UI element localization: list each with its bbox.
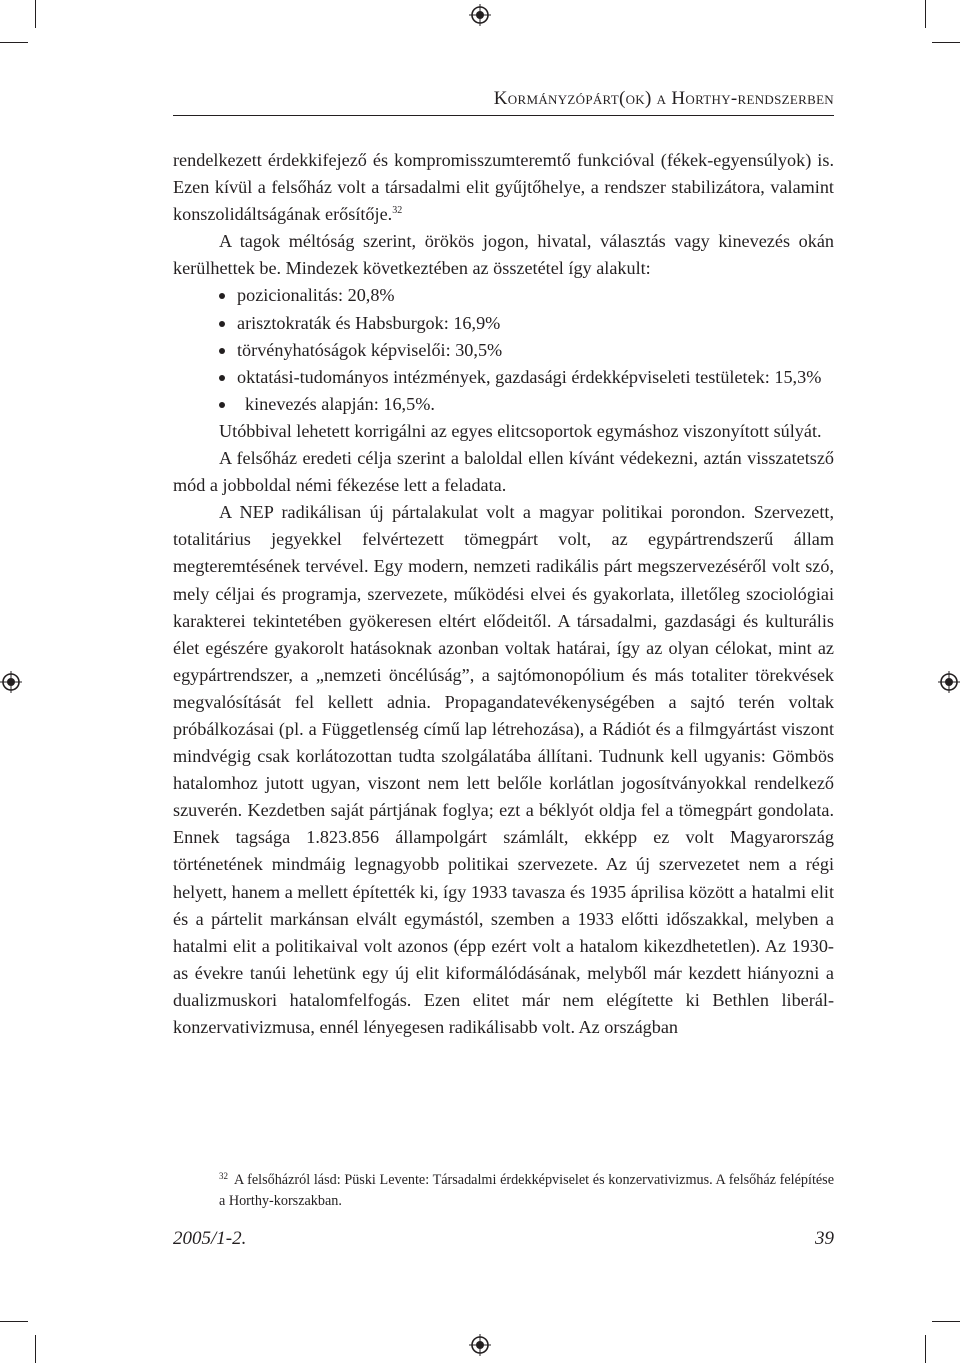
crop-mark-top-right-h xyxy=(932,42,960,43)
registration-mark-left-icon xyxy=(0,671,22,693)
running-head-rule xyxy=(173,115,834,116)
footnote-text: A felsőházról lásd: Püski Levente: Társadalmi érdekképviselet és konzervativizmus. A felsőház felépítése a Horthy-korszakban. xyxy=(219,1172,834,1209)
list-item: arisztokraták és Habsburgok: 16,9% xyxy=(173,310,834,337)
bullet-icon xyxy=(219,402,225,408)
list-item: pozicionalitás: 20,8% xyxy=(173,282,834,309)
crop-mark-top-right-v xyxy=(925,0,926,28)
list-item: oktatási-tudományos intézmények, gazdasági érdekképviseleti testületek: 15,3% xyxy=(173,364,834,391)
paragraph: Utóbbival lehetett korrigálni az egyes elitcsoportok egymáshoz viszonyított súlyát. xyxy=(219,420,822,441)
registration-mark-top-icon xyxy=(469,4,491,26)
footnote-mark: 32 xyxy=(219,1171,228,1181)
footnote xyxy=(219,1170,834,1211)
bullet-icon xyxy=(219,375,225,381)
paragraph: A tagok méltóság szerint, örökös jogon, hivatal, választás vagy kinevezés okán kerülhettek be. Mindezek következtében az összetétel így alakult: xyxy=(173,231,834,279)
body-text xyxy=(173,147,834,1041)
bullet-icon xyxy=(219,321,225,327)
paragraph-text: rendelkezett érdekkifejező és kompromisszumteremtő funkcióval (fékek-egyensúlyok) is. Ezen kívül a felsőház volt a társadalmi elit gyűjtőhelye, a rendszer stabilizátora, valamint konszolidáltságának erősítője. xyxy=(173,150,834,225)
crop-mark-bottom-right-h xyxy=(932,1321,960,1322)
crop-mark-bottom-right-v xyxy=(925,1335,926,1363)
page-number: 39 xyxy=(815,1228,834,1249)
footnote-reference[interactable]: 32 xyxy=(392,205,403,217)
composition-list xyxy=(173,282,834,417)
registration-mark-bottom-icon xyxy=(469,1334,491,1356)
paragraph: A felsőház eredeti célja szerint a baloldal ellen kívánt védekezni, aztán visszatetsző mód a jobboldal némi fékezése lett a feladata. xyxy=(173,448,834,496)
bullet-icon xyxy=(219,348,225,354)
list-item: kinevezés alapján: 16,5%. xyxy=(173,391,834,418)
running-head: Kormányzópárt(ok) a Horthy-rendszerben xyxy=(493,88,834,109)
crop-mark-bottom-left-v xyxy=(35,1335,36,1363)
crop-mark-bottom-left-h xyxy=(0,1321,28,1322)
crop-mark-top-left-h xyxy=(0,42,28,43)
paragraph: A NEP radikálisan új pártalakulat volt a magyar politikai porondon. Szervezett, totalitárius jegyekkel felvértezett tömegpárt volt, az egypártrendszerű állam megteremtésének tervével. Egy modern, nemzeti radikális párt megszervezéséről volt szó, mely céljai és programja, szervezete, működési elvei és gyakorlata, illetőleg szociológiai karakterei tekintetében gyökeresen eltért elődeitől. A társadalmi, gazdasági és kulturális élet egészére gyakorolt hatásoknak azonban voltak határai, így az olyan célokat, mint az egypártrendszer, a „nemzeti öncélúság”, a sajtómonopólium és más totaliter törekvések megvalósítását fel kellett adnia. Propagandatevékenységében a sajtó terén voltak próbálkozásai (pl. a Függetlenség című lap létrehozása), a Rádiót és a filmgyártást viszont mindvégig csak korlátozottan tudta szolgálatába állítani. Tudnunk kell ugyanis: Gömbös hatalomhoz jutott ugyan, viszont nem lett belőle korlátlan jogosítványokkal rendelkező szuverén. Kezdetben saját pártjának foglya; ezt a béklyót oldja fel a tömegpárt gondolata. Ennek tagsága 1.823.856 állampolgárt számlált, ekképp ez volt Magyarország történetének mindmáig legnagyobb politikai szervezete. Az új szervezetet nem a régi helyett, hanem a mellett építették ki, így 1933 tavasza és 1935 áprilisa között a hatalmi elit és a pártelit markánsan elvált egymástól, szemben a 1933 előtti időszakkal, melyben a hatalmi elit a politikaival volt azonos (épp ezért volt a hatalom kikezdhetetlen). Az 1930-as évekre tanúi lehetünk egy új elit kiformálódásának, melyből már kezdett hiányozni a dualizmuskori hatalomfelfogás. Ezen elitet már nem elégítette ki Bethlen liberál-konzervativizmusa, ennél lényegesen radikálisabb volt. Az országban xyxy=(173,502,834,1037)
registration-mark-right-icon xyxy=(938,671,960,693)
issue-number: 2005/1-2. xyxy=(173,1228,247,1249)
paragraph xyxy=(173,147,834,228)
bullet-icon xyxy=(219,293,225,299)
crop-mark-top-left-v xyxy=(35,0,36,28)
list-item: törvényhatóságok képviselői: 30,5% xyxy=(173,337,834,364)
